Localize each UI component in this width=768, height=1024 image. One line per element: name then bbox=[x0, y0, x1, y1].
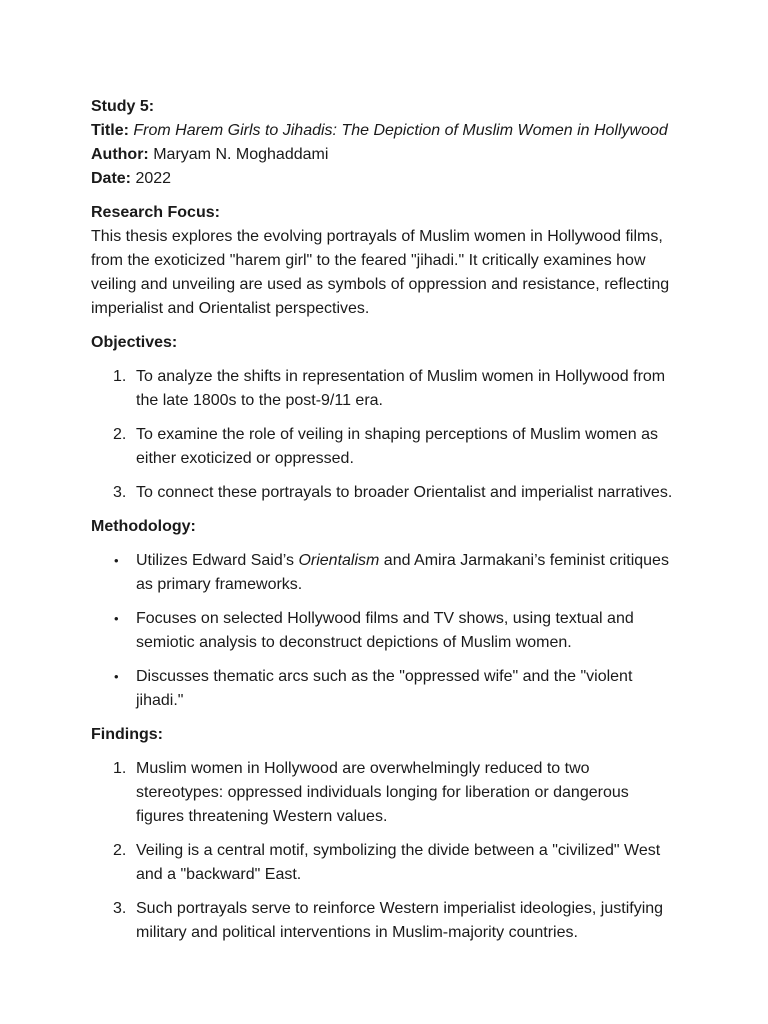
bullet-icon: • bbox=[114, 669, 119, 684]
bullet-icon: • bbox=[114, 611, 119, 626]
findings-list bbox=[91, 757, 678, 945]
date-label: Date: bbox=[91, 170, 132, 187]
finding-text: Veiling is a central motif, symbolizing the divide between a "civilized" West and a "backward" East. bbox=[136, 842, 661, 883]
methodology-text: Discusses thematic arcs such as the "oppressed wife" and the "violent jihadi." bbox=[136, 668, 633, 709]
methodology-list bbox=[91, 549, 678, 713]
title-line bbox=[91, 119, 678, 143]
list-number: 3. bbox=[113, 900, 127, 917]
objective-text: To examine the role of veiling in shaping perceptions of Muslim women as either exoticized or oppressed. bbox=[136, 426, 659, 467]
objective-text: To analyze the shifts in representation of Muslim women in Hollywood from the late 1800s to the post-9/11 era. bbox=[136, 368, 666, 409]
author-label: Author: bbox=[91, 146, 149, 163]
methodology-heading: Methodology: bbox=[91, 518, 196, 535]
methodology-item bbox=[91, 665, 678, 713]
date-line bbox=[91, 167, 678, 191]
methodology-item bbox=[91, 607, 678, 655]
author-line bbox=[91, 143, 678, 167]
finding-item bbox=[91, 839, 678, 887]
research-focus-text: This thesis explores the evolving portrayals of Muslim women in Hollywood films, from the exoticized "harem girl" to the feared "jihadi." It critically examines how veiling and unveiling are used as symbols of oppression and resistance, reflecting imperialist and Orientalist perspectives. bbox=[91, 228, 670, 317]
research-focus-heading: Research Focus: bbox=[91, 204, 220, 221]
list-number: 1. bbox=[113, 760, 127, 777]
date-value: 2022 bbox=[135, 170, 172, 187]
list-number: 3. bbox=[113, 484, 127, 501]
methodology-item bbox=[91, 549, 678, 597]
list-number: 2. bbox=[113, 842, 127, 859]
methodology-text: Focuses on selected Hollywood films and TV shows, using textual and semiotic analysis to deconstruct depictions of Muslim women. bbox=[136, 610, 634, 651]
objective-item bbox=[91, 481, 678, 505]
methodology-text-italic: Orientalism bbox=[298, 552, 380, 569]
finding-text: Muslim women in Hollywood are overwhelmingly reduced to two stereotypes: oppressed individuals longing for liberation or dangerous figures threatening Western values. bbox=[136, 760, 629, 825]
objective-text: To connect these portrayals to broader Orientalist and imperialist narratives. bbox=[136, 484, 673, 501]
author-value: Maryam N. Moghaddami bbox=[153, 146, 329, 163]
objectives-list bbox=[91, 365, 678, 505]
objective-item bbox=[91, 423, 678, 471]
title-value: From Harem Girls to Jihadis: The Depiction of Muslim Women in Hollywood bbox=[133, 122, 668, 139]
finding-item bbox=[91, 897, 678, 945]
methodology-text-pre: Utilizes Edward Said’s bbox=[136, 552, 299, 569]
objective-item bbox=[91, 365, 678, 413]
title-label: Title: bbox=[91, 122, 129, 139]
study-heading: Study 5: bbox=[91, 98, 155, 115]
findings-heading: Findings: bbox=[91, 726, 163, 743]
objectives-heading: Objectives: bbox=[91, 334, 178, 351]
finding-text: Such portrayals serve to reinforce Western imperialist ideologies, justifying military and political interventions in Muslim-majority countries. bbox=[136, 900, 664, 941]
list-number: 1. bbox=[113, 368, 127, 385]
methodology-text-post: and Amira Jarmakani’s feminist critiques as primary frameworks. bbox=[136, 552, 669, 593]
bullet-icon: • bbox=[114, 553, 119, 568]
list-number: 2. bbox=[113, 426, 127, 443]
finding-item bbox=[91, 757, 678, 829]
